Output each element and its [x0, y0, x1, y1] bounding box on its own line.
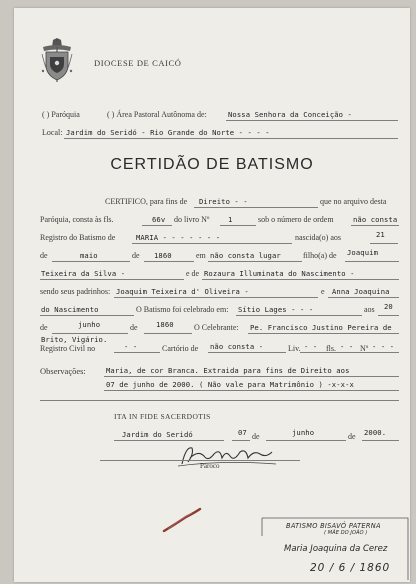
- de-text: de: [132, 251, 140, 260]
- observacoes-label: Observações:: [40, 366, 86, 376]
- paroco-signature-icon: [164, 440, 284, 470]
- godmother-name-first: Anna Joaquina: [332, 287, 390, 296]
- de-text: de: [130, 323, 138, 332]
- diocese-coat-of-arms-icon: [40, 38, 74, 84]
- paroquia-consta-text: Paróquia, consta às fls.: [40, 215, 114, 224]
- em-label: em: [196, 251, 206, 260]
- de-text: de: [40, 251, 48, 260]
- observacoes-line-2: 07 de junho de 2000. ( Não vale para Matrimônio ) -x-x-x: [106, 380, 354, 389]
- birth-place: não consta lugar: [210, 251, 281, 260]
- footer-year: 2000.: [364, 428, 387, 437]
- liv-value: - -: [304, 342, 318, 351]
- filho-label: filho(a) de: [303, 251, 337, 260]
- baptism-month: junho: [78, 320, 101, 329]
- aos-label: aos: [364, 305, 375, 314]
- baptized-name: MARIA - - - - - - -: [136, 233, 221, 242]
- cartorio-value: não consta -: [210, 342, 264, 351]
- padrinhos-label: sendo seus padrinhos:: [40, 287, 111, 296]
- nascida-label: nascida(o) aos: [295, 233, 341, 242]
- registro-label: Registro do Batismo de: [40, 233, 116, 242]
- certificate-title: CERTIDÃO DE BATISMO: [110, 156, 314, 173]
- fins-value: Direito - -: [199, 197, 248, 206]
- fls-value: 66v: [152, 215, 166, 224]
- note-name: Maria Joaquina da Cerez: [284, 544, 388, 554]
- note-date: 20 / 6 / 1860: [310, 562, 391, 574]
- footer-city: Jardim do Seridó: [122, 430, 193, 439]
- birth-year: 1860: [154, 251, 172, 260]
- diocese-name: DIOCESE DE CAICÓ: [94, 58, 182, 68]
- paroquia-checkbox-label: ( ) Paróquia: [42, 110, 80, 119]
- e-text: e: [321, 287, 325, 296]
- certificate-page: [14, 8, 410, 582]
- paroco-label: Pároco: [200, 462, 220, 470]
- livro-label: do livro Nº: [174, 215, 210, 224]
- celebrant-title: Brito, Vigário.: [41, 335, 108, 344]
- registro-civil-value: - -: [124, 342, 138, 351]
- ordem-label: sob o número de ordem: [258, 215, 334, 224]
- e-de-text: e de: [186, 269, 200, 278]
- registro-civil-label: Registro Civil no: [40, 344, 96, 353]
- handwritten-genealogy-note: [260, 516, 410, 582]
- baptism-place: Sítio Lages - - -: [238, 305, 314, 314]
- arquivo-text: que no arquivo desta: [320, 197, 387, 206]
- numero-label: Nº: [360, 344, 369, 353]
- liv-label: Liv.: [288, 344, 301, 353]
- footer-month: junho: [292, 428, 315, 437]
- celebrant-name: Pe. Francisco Justino Pereira de: [250, 323, 392, 332]
- livro-value: 1: [228, 215, 233, 224]
- cartorio-label: Cartório de: [162, 344, 199, 353]
- fls2-value: - -: [340, 342, 354, 351]
- celebrado-label: O Batismo foi celebrado em:: [136, 305, 229, 314]
- father-name-first: Joaquim: [347, 248, 378, 257]
- note-title: BATISMO BISAVÓ PATERNA: [286, 522, 381, 530]
- ita-in-fide-text: ITA IN FIDE SACERDOTIS: [114, 412, 211, 421]
- birth-month: maio: [80, 251, 98, 260]
- certifico-text: CERTIFICO, para fins de: [105, 197, 188, 206]
- mother-name: Rozaura Illuminata do Nascimento -: [204, 269, 355, 278]
- area-pastoral-value: Nossa Senhora da Conceição -: [228, 110, 352, 119]
- note-subtitle: ( MÃE DO JOÃO ): [324, 530, 368, 536]
- godfather-name: Joaquim Teixeira d' Oliveira -: [116, 287, 249, 296]
- ordem-value: não consta: [353, 215, 398, 224]
- local-value: Jardim do Seridó - Rio Grande do Norte - - - -: [66, 128, 270, 137]
- red-ink-mark-icon: [160, 505, 204, 535]
- godmother-name-rest: do Nascimento: [41, 305, 99, 314]
- celebrante-label: O Celebrante:: [194, 323, 239, 332]
- area-pastoral-label: ( ) Área Pastoral Autônoma de:: [107, 110, 207, 119]
- observacoes-line-1: Maria, de cor Branca. Extraida para fins de Direito aos: [106, 366, 350, 375]
- father-name-rest: Teixeira da Silva -: [41, 269, 126, 278]
- birth-day: 21: [376, 230, 385, 239]
- local-label: Local:: [42, 128, 63, 137]
- baptism-year: 1860: [156, 320, 174, 329]
- de-text: de: [40, 323, 48, 332]
- fls-label: fls.: [326, 344, 336, 353]
- numero-value: - - -: [372, 342, 395, 351]
- de-text: de: [348, 432, 356, 441]
- de-text: de: [252, 432, 260, 441]
- baptism-day: 20: [384, 302, 393, 311]
- footer-day: 07: [238, 428, 247, 437]
